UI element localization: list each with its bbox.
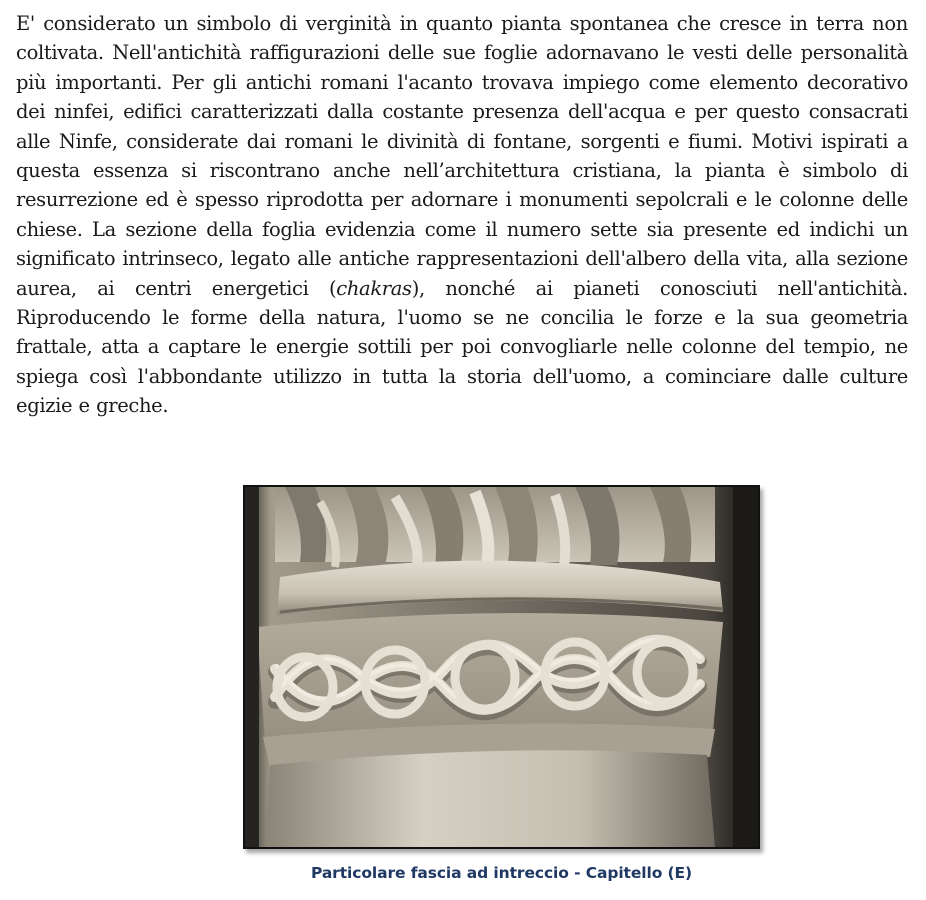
carved-capital-photo: [245, 487, 758, 847]
figure-caption: Particolare fascia ad intreccio - Capitello (E): [310, 864, 693, 882]
braided-band: [257, 613, 723, 742]
paragraph-text-part-1: E' considerato un simbolo di verginità in quanto pianta spontanea che cresce in terra non coltivata. Nell'antichità raffigurazioni delle sue foglie adornavano le vesti delle personalità più importanti. Per gli antichi romani l'acanto trovava impiego come elemento decorativo dei ninfei, edifici caratterizzati dalla costante presenza dell'acqua e per questo consacrati alle Ninfe, considerate dai romani le divinità di fontane, sorgenti e fiumi. Motivi ispirati a questa essenza si riscontrano anche nell’architettura cristiana, la pianta è simbolo di resurrezione ed è spesso riprodotta per adornare i monumenti sepolcrali e le colonne delle chiese. La sezione della foglia evidenzia come il numero sette sia presente ed indichi un significato intrinseco, legato alle antiche rappresentazioni dell'albero della vita, alla sezione aurea, ai centri energetici (: [16, 12, 908, 300]
paragraph-italic-term: chakras: [336, 276, 412, 300]
paragraph-text-part-2: ), nonché ai pianeti conosciuti nell'antichità. Riproducendo le forme della natura, l'uomo se ne concilia le forze e la sua geometria frattale, atta a captare le energie sottili per poi convogliarle nelle colonne del tempio, ne spiega così l'abbondante utilizzo in tutta la storia dell'uomo, a cominciare dalle culture egizie e greche.: [16, 276, 908, 418]
body-paragraph: [16, 9, 908, 421]
column-shaft: [265, 750, 715, 847]
acanthus-leaves: [275, 487, 715, 572]
capital-photo-frame: [243, 485, 760, 849]
